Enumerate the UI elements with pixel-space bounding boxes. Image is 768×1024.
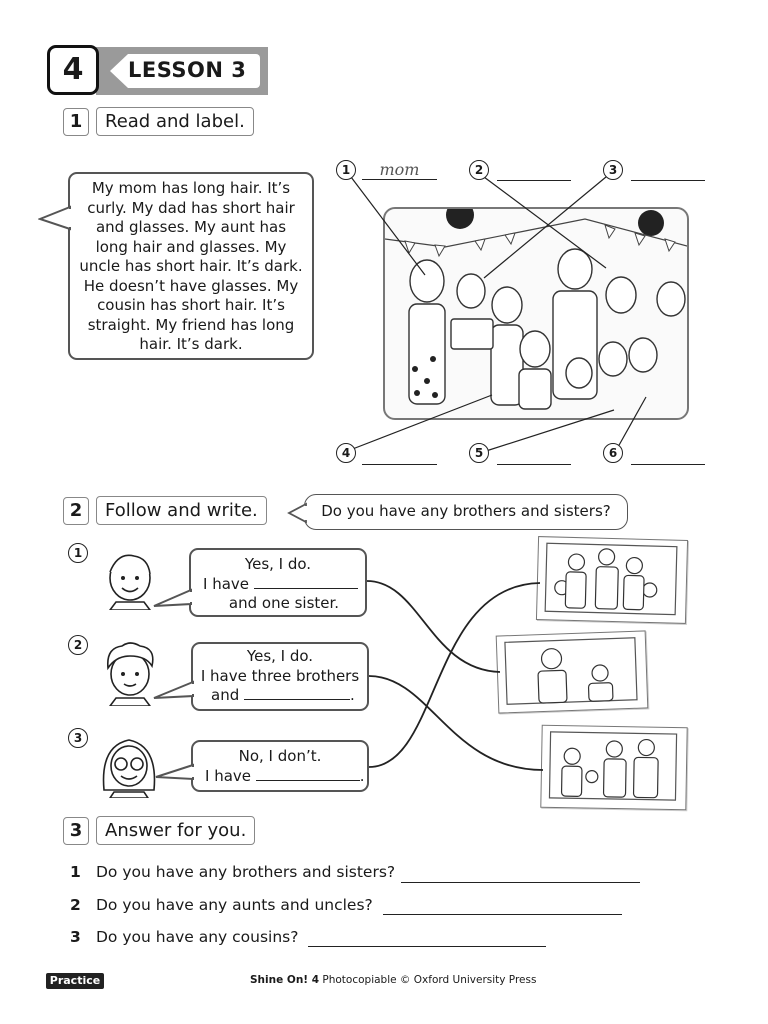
reading-line: curly. My dad has short hair <box>87 198 295 217</box>
question-number: 1 <box>70 863 81 881</box>
bubble-line: No, I don’t. <box>238 747 322 765</box>
question-number: 2 <box>70 896 81 914</box>
bubble-text: . <box>359 766 365 785</box>
exercise-1-number: 1 <box>63 108 89 136</box>
reading-line: My mom has long hair. It’s <box>91 179 291 197</box>
reading-line: straight. My friend has long <box>87 315 295 334</box>
footer-credit <box>250 974 536 986</box>
label-number: 5 <box>469 443 489 463</box>
label-number: 4 <box>336 443 356 463</box>
label-answer-text: mom <box>379 160 420 179</box>
bubble-line: I have three brothers <box>200 666 360 685</box>
bubble-text: and <box>211 686 240 704</box>
label-number: 6 <box>603 443 623 463</box>
label-number: 1 <box>336 160 356 180</box>
question-row <box>70 928 298 946</box>
bubble-line: Yes, I do. <box>246 647 314 665</box>
exercise-2-title: Follow and write. <box>96 496 267 525</box>
question-row <box>70 896 373 914</box>
item-number: 3 <box>68 728 88 748</box>
bubble-line-3: and . <box>211 686 355 704</box>
item-number: 2 <box>68 635 88 655</box>
bubble-text: I have <box>203 574 249 593</box>
label-number: 3 <box>603 160 623 180</box>
bubble-text: I have <box>205 766 251 785</box>
reading-line: cousin has short hair. It’s <box>97 296 285 314</box>
unit-number-box <box>47 45 99 95</box>
reading-line: and glasses. My aunt has <box>95 218 287 236</box>
exercise-1-title: Read and label. <box>96 107 254 136</box>
bubble-line: Yes, I do. <box>244 555 312 573</box>
reading-line: uncle has short hair. It’s dark. <box>79 257 303 275</box>
unit-number: 4 <box>62 52 84 87</box>
question-row <box>70 863 395 881</box>
question-text: Do you have any aunts and uncles? <box>96 896 373 914</box>
reading-line: long hair and glasses. My <box>95 237 287 256</box>
question-text: Do you have any cousins? <box>96 928 299 946</box>
answer-line[interactable] <box>401 866 640 883</box>
answer-line[interactable] <box>383 898 622 915</box>
reading-line: He doesn’t have glasses. My <box>83 276 299 295</box>
exercise-3-title: Answer for you. <box>96 816 255 845</box>
copyright-text: Photocopiable © Oxford University Press <box>322 974 537 986</box>
bubble-line: and one sister. <box>228 594 340 612</box>
question-text: Do you have any brothers and sisters? <box>321 502 611 520</box>
label-number: 2 <box>469 160 489 180</box>
item-number: 1 <box>68 543 88 563</box>
answer-line[interactable] <box>308 930 546 947</box>
question-number: 3 <box>70 928 81 946</box>
exercise-2-number: 2 <box>63 497 89 525</box>
book-title: Shine On! 4 <box>250 974 320 986</box>
question-text: Do you have any brothers and sisters? <box>96 863 396 881</box>
exercise-3-number: 3 <box>63 817 89 845</box>
lesson-title: LESSON 3 <box>128 58 247 82</box>
practice-badge: Practice <box>46 973 104 989</box>
reading-line: hair. It’s dark. <box>139 335 243 353</box>
